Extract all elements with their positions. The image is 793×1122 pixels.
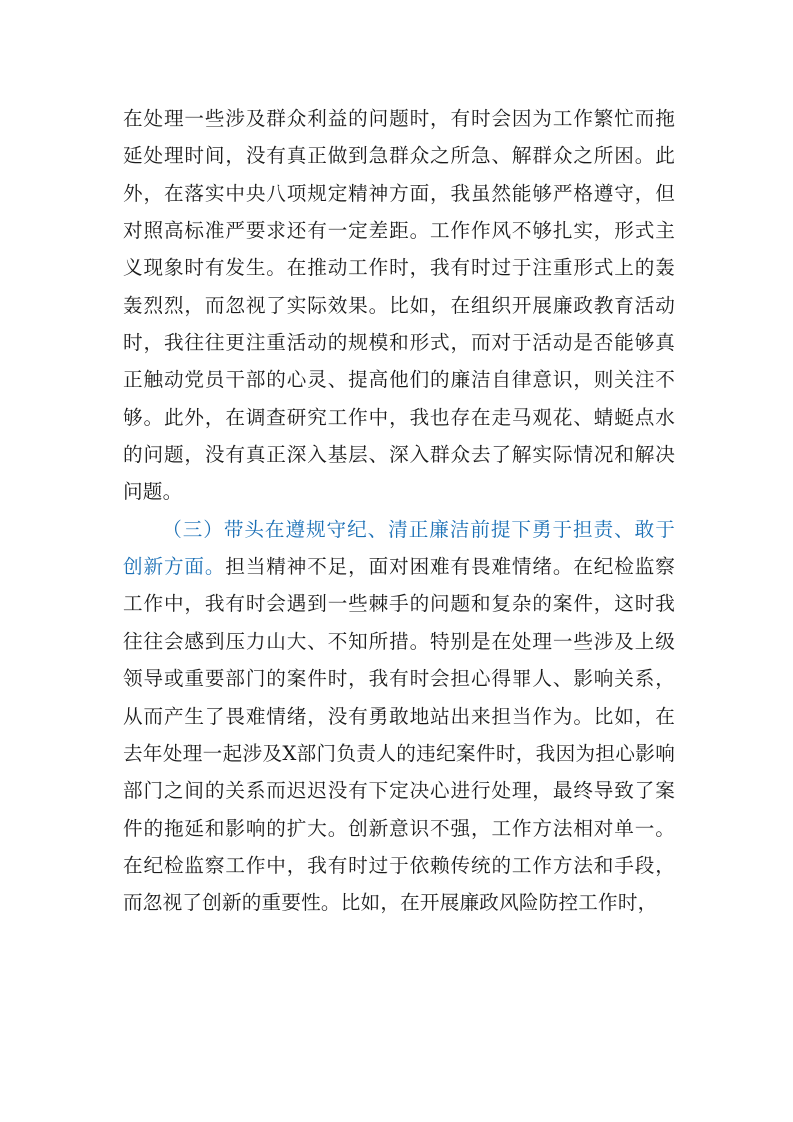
paragraph-continuation: 在处理一些涉及群众利益的问题时，有时会因为工作繁忙而拖延处理时间，没有真正做到急群众之所急、解群众之所困。此外，在落实中央八项规定精神方面，我虽然能够严格遵守，但对照高标准严要求还有一定差距。工作作风不够扎实，形式主义现象时有发生。在推动工作时，我有时过于注重形式上的轰轰烈烈，而忽视了实际效果。比如，在组织开展廉政教育活动时，我往往更注重活动的规模和形式，而对于活动是否能够真正触动党员干部的心灵、提高他们的廉洁自律意识，则关注不够。此外，在调查研究工作中，我也存在走马观花、蜻蜓点水的问题，没有真正深入基层、深入群众去了解实际情况和解决问题。	[123, 107, 675, 504]
document-body	[123, 100, 675, 922]
section-heading: （三）带头在遵规守纪、清正廉洁前提下勇于担责、敢于创新方面。	[123, 517, 675, 579]
section-body: 担当精神不足，面对困难有畏难情绪。在纪检监察工作中，我有时会遇到一些棘手的问题和复杂的案件，这时我往往会感到压力山大、不知所措。特别是在处理一些涉及上级领导或重要部门的案件时，我有时会担心得罪人、影响关系，从而产生了畏难情绪，没有勇敢地站出来担当作为。比如，在去年处理一起涉及X部门负责人的违纪案件时，我因为担心影响部门之间的关系而迟迟没有下定决心进行处理，最终导致了案件的拖延和影响的扩大。创新意识不强，工作方法相对单一。在纪检监察工作中，我有时过于依赖传统的工作方法和手段，而忽视了创新的重要性。比如，在开展廉政风险防控工作时，	[123, 555, 676, 915]
paragraph-section-three	[123, 511, 675, 922]
